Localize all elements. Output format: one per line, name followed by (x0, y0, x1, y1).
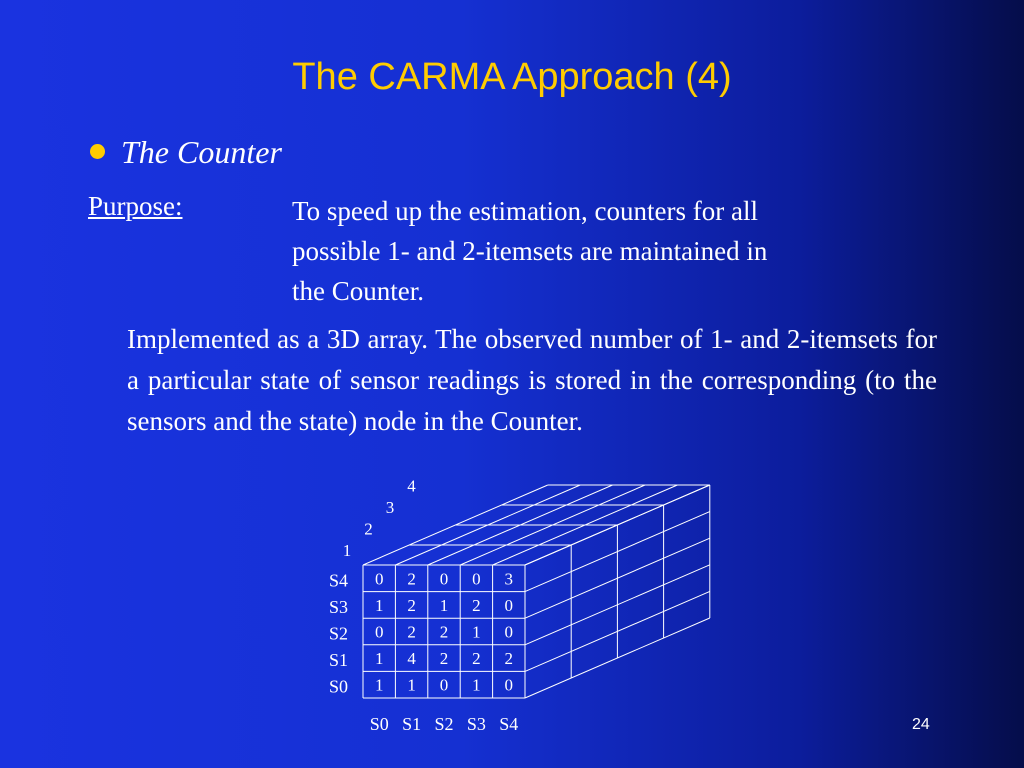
implementation-paragraph: Implemented as a 3D array. The observed number of 1- and 2-itemsets for a particular state of sensor readings is stored in the corresponding (to the sensors and the state) node in the Counter. (127, 324, 937, 436)
cell-value: 0 (374, 622, 384, 642)
column-label: S1 (402, 714, 422, 734)
row-label: S4 (328, 570, 348, 591)
cell-value: 1 (374, 675, 384, 695)
cell-value: 0 (439, 675, 449, 695)
depth-label: 1 (342, 541, 352, 560)
cell-value: 0 (504, 595, 514, 615)
cell-value: 1 (374, 595, 384, 615)
cell-value: 2 (472, 649, 481, 669)
cell-value: 1 (472, 675, 481, 695)
cell-value: 0 (374, 569, 384, 589)
cell-value: 0 (439, 569, 449, 589)
depth-label: 2 (364, 519, 373, 539)
cell-value: 0 (504, 675, 514, 695)
cell-value: 0 (472, 569, 481, 589)
column-label: S2 (434, 714, 454, 734)
depth-label: 4 (407, 476, 416, 496)
column-label: S0 (369, 714, 389, 734)
cell-value: 0 (504, 622, 514, 642)
column-label: S4 (499, 714, 519, 734)
row-label: S2 (328, 623, 348, 644)
cell-value: 2 (472, 595, 481, 615)
cell-value: 1 (374, 649, 384, 669)
depth-label: 3 (385, 498, 395, 517)
purpose-line: possible 1- and 2-itemsets are maintained in (292, 236, 768, 266)
purpose-line: To speed up the estimation, counters for all (292, 196, 758, 226)
row-label: S3 (328, 596, 348, 617)
row-label: S0 (328, 676, 348, 697)
cell-value: 2 (439, 622, 449, 642)
page-number: 24 (912, 716, 930, 733)
cell-value: 4 (407, 649, 416, 669)
cell-value: 2 (407, 595, 416, 615)
purpose-line: the Counter. (292, 276, 424, 306)
purpose-label: Purpose: (88, 191, 183, 221)
cell-value: 1 (407, 675, 416, 695)
cell-value: 1 (472, 622, 481, 642)
column-label: S3 (466, 714, 486, 734)
cell-value: 2 (407, 569, 416, 589)
row-label: S1 (328, 650, 348, 671)
cell-value: 2 (407, 622, 416, 642)
cell-value: 2 (439, 649, 449, 669)
slide-title: The CARMA Approach (4) (292, 56, 732, 98)
cell-value: 3 (504, 569, 514, 589)
bullet-text: The Counter (121, 134, 282, 170)
cell-value: 1 (439, 595, 449, 615)
cell-value: 2 (504, 649, 514, 669)
cube-labels (329, 477, 518, 735)
